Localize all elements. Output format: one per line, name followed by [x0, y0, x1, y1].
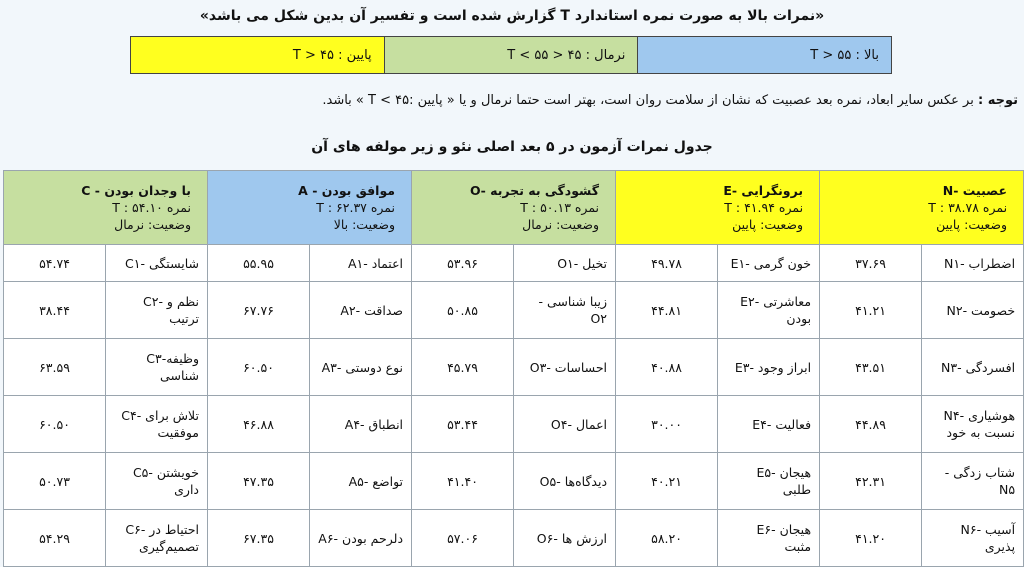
facet-value: ۴۰.۸۸ [616, 339, 718, 396]
facet-value: ۶۰.۵۰ [4, 396, 106, 453]
facet-value: ۴۴.۸۹ [820, 396, 922, 453]
dimension-status: وضعیت: پایین [936, 217, 1008, 232]
facet-label: احساسات -O۳ [514, 339, 616, 396]
score-legend [130, 36, 892, 74]
dimension-header-c [4, 171, 208, 245]
legend-high: بالا : ۵۵ < T [638, 37, 891, 73]
facet-value: ۴۱.۴۰ [412, 453, 514, 510]
facet-label: نظم و -C۲ ترتیب [106, 282, 208, 339]
dimension-header-a [208, 171, 412, 245]
dimension-score: نمره T : ۶۲.۳۷ [316, 200, 396, 215]
facet-label: احتیاط در -C۶ تصمیم‌گیری [106, 510, 208, 567]
facet-value: ۵۸.۲۰ [616, 510, 718, 567]
facet-label: خویشتن -C۵ داری [106, 453, 208, 510]
dimension-score: نمره T : ۵۴.۱۰ [112, 200, 191, 215]
note-label: توجه : [977, 93, 1018, 108]
facet-value: ۴۰.۲۱ [616, 453, 718, 510]
facet-label: هیجان -E۶ مثبت [718, 510, 820, 567]
facet-value: ۵۳.۹۶ [412, 245, 514, 282]
facet-value: ۴۱.۲۰ [820, 510, 922, 567]
facet-label: تخیل -O۱ [514, 245, 616, 282]
dimension-status: وضعیت: پایین [732, 217, 804, 232]
facet-value: ۶۰.۵۰ [208, 339, 310, 396]
facet-label: دلرحم بودن -A۶ [310, 510, 412, 567]
facet-value: ۵۴.۷۴ [4, 245, 106, 282]
dimension-title: عصبیت -N [942, 183, 1008, 198]
facet-value: ۵۴.۲۹ [4, 510, 106, 567]
table-title: جدول نمرات آزمون در ۵ بعد اصلی نئو و زیر مولفه های آن [311, 139, 713, 155]
table-row [4, 245, 1024, 282]
legend-low: پایین : ۴۵ < T [131, 37, 385, 73]
dimension-score: نمره T : ۴۱.۹۴ [724, 200, 804, 215]
facet-label: زیبا شناسی -O۲ [514, 282, 616, 339]
facet-value: ۴۷.۳۵ [208, 453, 310, 510]
dimension-title: موافق بودن - A [298, 183, 396, 198]
dimension-header-n [820, 171, 1024, 245]
facet-value: ۴۴.۸۱ [616, 282, 718, 339]
table-row [4, 453, 1024, 510]
facet-value: ۴۶.۸۸ [208, 396, 310, 453]
facet-value: ۳۷.۶۹ [820, 245, 922, 282]
dimension-status: وضعیت: نرمال [522, 217, 600, 232]
facet-label: هوشیاری -N۴ نسبت به خود [922, 396, 1024, 453]
note [0, 93, 1018, 108]
facet-value: ۳۸.۴۴ [4, 282, 106, 339]
table-row [4, 396, 1024, 453]
table-row [4, 510, 1024, 567]
facet-label: تلاش برای -C۴ موفقیت [106, 396, 208, 453]
facet-label: اضطراب -N۱ [922, 245, 1024, 282]
facet-label: افسردگی -N۳ [922, 339, 1024, 396]
note-text: بر عکس سایر ابعاد، نمره بعد عصبیت که نشان از سلامت روان است، بهتر است حتما نرمال و یا « پایین :T < ۴۵ » باشد. [322, 93, 978, 108]
dimension-header-o [412, 171, 616, 245]
dimension-score: نمره T : ۳۸.۷۸ [928, 200, 1008, 215]
interpretation-heading: «نمرات بالا به صورت نمره استاندارد T گزارش شده است و تفسیر آن بدین شکل می باشد» [199, 8, 825, 24]
facet-label: معاشرتی -E۲ بودن [718, 282, 820, 339]
neo-scores-table [3, 170, 1024, 567]
facet-value: ۳۰.۰۰ [616, 396, 718, 453]
facet-value: ۵۳.۴۴ [412, 396, 514, 453]
facet-value: ۶۳.۵۹ [4, 339, 106, 396]
facet-value: ۵۰.۷۳ [4, 453, 106, 510]
facet-label: هیجان -E۵ طلبی [718, 453, 820, 510]
dimension-title: با وجدان بودن - C [81, 183, 191, 198]
facet-label: شتاب زدگی -N۵ [922, 453, 1024, 510]
facet-value: ۶۷.۳۵ [208, 510, 310, 567]
dimension-score: نمره T : ۵۰.۱۳ [520, 200, 600, 215]
dimension-status: وضعیت: بالا [333, 217, 396, 232]
facet-label: اعمال -O۴ [514, 396, 616, 453]
facet-label: خون گرمی -E۱ [718, 245, 820, 282]
facet-value: ۴۵.۷۹ [412, 339, 514, 396]
facet-label: خصومت -N۲ [922, 282, 1024, 339]
dimension-title: برونگرایی -E [723, 183, 804, 198]
facet-label: فعالیت -E۴ [718, 396, 820, 453]
facet-label: دیدگاه‌ها -O۵ [514, 453, 616, 510]
facet-value: ۵۰.۸۵ [412, 282, 514, 339]
dimension-status: وضعیت: نرمال [114, 217, 191, 232]
facet-value: ۵۵.۹۵ [208, 245, 310, 282]
table-row [4, 282, 1024, 339]
legend-normal: نرمال : ۴۵ < T < ۵۵ [385, 37, 639, 73]
table-row [4, 339, 1024, 396]
facet-label: شایستگی -C۱ [106, 245, 208, 282]
dimension-header-e [616, 171, 820, 245]
dimension-title: گشودگی به تجربه -O [469, 183, 600, 198]
facet-value: ۴۲.۳۱ [820, 453, 922, 510]
facet-value: ۴۱.۲۱ [820, 282, 922, 339]
facet-value: ۶۷.۷۶ [208, 282, 310, 339]
facet-label: آسیب -N۶ پذیری [922, 510, 1024, 567]
facet-value: ۴۳.۵۱ [820, 339, 922, 396]
facet-label: ابراز وجود -E۳ [718, 339, 820, 396]
facet-label: نوع دوستی -A۳ [310, 339, 412, 396]
facet-label: ارزش ها -O۶ [514, 510, 616, 567]
facet-value: ۴۹.۷۸ [616, 245, 718, 282]
facet-label: اعتماد -A۱ [310, 245, 412, 282]
facet-label: انطباق -A۴ [310, 396, 412, 453]
facet-label: صداقت -A۲ [310, 282, 412, 339]
facet-value: ۵۷.۰۶ [412, 510, 514, 567]
facet-label: تواضع -A۵ [310, 453, 412, 510]
facet-label: وظیفه-C۳ شناسی [106, 339, 208, 396]
